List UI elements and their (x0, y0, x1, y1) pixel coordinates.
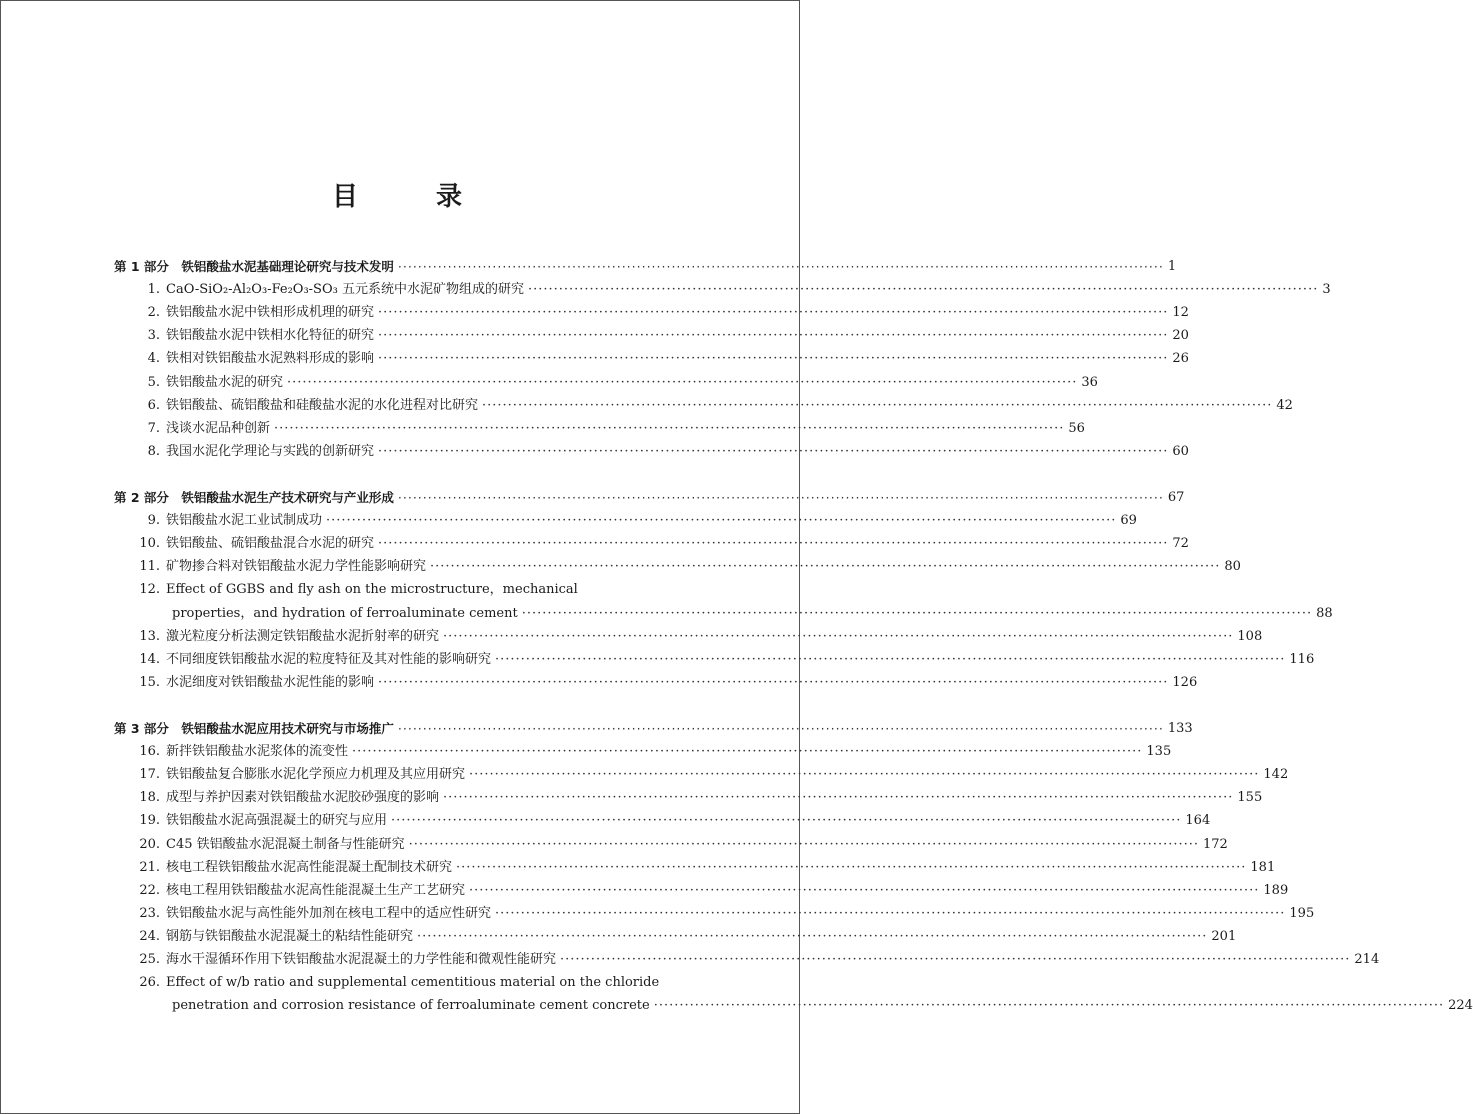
page-number: 142 (1263, 767, 1289, 783)
toc-entry[interactable] (120, 622, 1263, 645)
dot-leader (378, 536, 1168, 552)
toc-entry[interactable] (120, 437, 1189, 460)
part-title: 第 1 部分 铁铝酸盐水泥基础理论研究与技术发明 (114, 259, 394, 274)
page-number: 1 (1167, 259, 1177, 274)
entry-title: 水泥细度对铁铝酸盐水泥性能的影响 (166, 674, 375, 690)
toc-entry[interactable] (120, 575, 704, 598)
page-number: 195 (1289, 905, 1315, 921)
toc-entry[interactable] (120, 945, 1380, 968)
entry-number: 26. (139, 975, 160, 991)
page-number: 189 (1263, 882, 1289, 898)
entry-title: 新拌铁铝酸盐水泥浆体的流变性 (166, 744, 349, 760)
entry-number: 9. (147, 513, 160, 529)
toc-entry[interactable] (120, 668, 1198, 691)
part-title: 第 3 部分 铁铝酸盐水泥应用技术研究与市场推广 (114, 721, 394, 736)
entry-title-continued: properties，and hydration of ferroaluminate cement (172, 605, 518, 621)
entry-title: 激光粒度分析法测定铁铝酸盐水泥折射率的研究 (166, 628, 440, 644)
entry-number: 24. (139, 928, 160, 944)
entry-number: 19. (139, 813, 160, 829)
dot-leader (430, 559, 1220, 575)
entry-number: 13. (139, 628, 160, 644)
entry-title: 浅谈水泥品种创新 (166, 420, 271, 436)
page-number: 181 (1250, 859, 1276, 875)
dot-leader (287, 375, 1077, 391)
toc-entry[interactable] (120, 830, 1228, 853)
entry-number: 11. (139, 559, 160, 575)
entry-number: 14. (139, 651, 160, 667)
page-number: 133 (1167, 721, 1193, 736)
dot-leader (378, 305, 1168, 321)
toc-part-heading[interactable] (114, 252, 1177, 275)
toc-entry[interactable] (120, 783, 1263, 806)
entry-number: 23. (139, 905, 160, 921)
page-number: 67 (1167, 490, 1185, 505)
entry-number: 4. (147, 351, 160, 367)
entry-title: 铁铝酸盐复合膨胀水泥化学预应力机理及其应用研究 (166, 767, 466, 783)
entry-number: 10. (139, 536, 160, 552)
toc-entry[interactable] (120, 368, 1098, 391)
dot-leader (398, 490, 1164, 506)
page-number: 60 (1172, 443, 1189, 459)
entry-title: 不同细度铁铝酸盐水泥的粒度特征及其对性能的影响研究 (166, 651, 492, 667)
dot-leader (495, 906, 1285, 922)
toc-part-heading[interactable] (114, 483, 1185, 506)
toc-entry[interactable] (120, 645, 1315, 668)
toc-entry[interactable] (120, 506, 1137, 529)
dot-leader (560, 952, 1350, 968)
toc-entry-continued[interactable] (172, 991, 1473, 1014)
dot-leader (378, 328, 1168, 344)
page-number: 42 (1276, 397, 1293, 413)
toc-entry[interactable] (120, 968, 704, 991)
page-number: 214 (1354, 952, 1380, 967)
page-number: 116 (1289, 651, 1315, 667)
entry-title: 钢筋与铁铝酸盐水泥混凝土的粘结性能研究 (166, 928, 414, 944)
entry-title: 我国水泥化学理论与实践的创新研究 (166, 443, 375, 459)
entry-title: 铁相对铁铝酸盐水泥熟料形成的影响 (166, 351, 375, 367)
entry-title: 铁铝酸盐、硫铝酸盐和硅酸盐水泥的水化进程对比研究 (166, 397, 479, 413)
dot-leader (352, 744, 1142, 760)
entry-title: 铁铝酸盐水泥中铁相水化特征的研究 (166, 328, 375, 344)
entry-title: 铁铝酸盐水泥与高性能外加剂在核电工程中的适应性研究 (166, 905, 492, 921)
page-number: 224 (1448, 998, 1473, 1014)
entry-number: 18. (139, 790, 160, 806)
page-number: 201 (1211, 928, 1237, 944)
dot-leader (495, 652, 1285, 668)
page-number: 72 (1172, 536, 1189, 552)
toc-entry[interactable] (120, 321, 1189, 344)
toc-entry[interactable] (120, 853, 1276, 876)
entry-title: CaO-SiO₂-Al₂O₃-Fe₂O₃-SO₃ 五元系统中水泥矿物组成的研究 (166, 282, 524, 298)
entry-title: 核电工程用铁铝酸盐水泥高性能混凝土生产工艺研究 (166, 882, 466, 898)
entry-number: 16. (139, 744, 160, 760)
dot-leader (409, 837, 1199, 853)
dot-leader (378, 444, 1168, 460)
page-number: 135 (1146, 744, 1172, 760)
dot-leader (417, 929, 1207, 945)
page-number: 56 (1068, 420, 1085, 436)
entry-title: Effect of w/b ratio and supplemental cementitious material on the chloride (166, 975, 660, 991)
dot-leader (482, 398, 1272, 414)
entry-number: 3. (147, 328, 160, 344)
dot-leader (469, 883, 1259, 899)
entry-number: 7. (147, 420, 160, 436)
entry-number: 5. (147, 374, 160, 390)
toc-entry[interactable] (120, 552, 1241, 575)
entry-number: 20. (139, 836, 160, 852)
page-number: 69 (1120, 513, 1137, 529)
toc-entry-continued[interactable] (172, 599, 1333, 622)
page-number: 20 (1172, 328, 1189, 344)
entry-number: 8. (147, 443, 160, 459)
entry-title: 铁铝酸盐水泥高强混凝土的研究与应用 (166, 813, 388, 829)
entry-title-continued: penetration and corrosion resistance of ferroaluminate cement concrete (172, 998, 650, 1014)
toc-part-heading[interactable] (114, 714, 1193, 737)
entry-number: 21. (139, 859, 160, 875)
page-number: 88 (1316, 605, 1333, 621)
entry-title: 成型与养护因素对铁铝酸盐水泥胶砂强度的影响 (166, 790, 440, 806)
dot-leader (456, 860, 1246, 876)
page-number: 108 (1237, 628, 1263, 644)
dot-leader (469, 767, 1259, 783)
dot-leader (378, 351, 1168, 367)
page-number: 155 (1237, 790, 1263, 806)
entry-title: 铁铝酸盐水泥工业试制成功 (166, 513, 323, 529)
dot-leader (326, 513, 1116, 529)
toc-entry[interactable] (120, 876, 1289, 899)
entry-number: 22. (139, 882, 160, 898)
toc-entry[interactable] (120, 298, 1189, 321)
entry-number: 12. (139, 582, 160, 598)
entry-title: 铁铝酸盐水泥的研究 (166, 374, 284, 390)
entry-title: C45 铁铝酸盐水泥混凝土制备与性能研究 (166, 836, 405, 852)
entry-number: 17. (139, 767, 160, 783)
dot-leader (398, 721, 1164, 737)
entry-title: 矿物掺合料对铁铝酸盐水泥力学性能影响研究 (166, 559, 427, 575)
toc-entry[interactable] (120, 899, 1315, 922)
toc-entry[interactable] (120, 344, 1189, 367)
dot-leader (528, 282, 1318, 298)
entry-number: 15. (139, 674, 160, 690)
dot-leader (391, 813, 1181, 829)
entry-title: 铁铝酸盐、硫铝酸盐混合水泥的研究 (166, 536, 375, 552)
toc-entry[interactable] (120, 391, 1293, 414)
dot-leader (443, 790, 1233, 806)
dot-leader (378, 675, 1168, 691)
entry-number: 2. (147, 305, 160, 321)
page-number: 80 (1224, 559, 1241, 575)
dot-leader (398, 259, 1164, 275)
page-title: 目 录 (331, 182, 488, 212)
entry-title: 海水干湿循环作用下铁铝酸盐水泥混凝土的力学性能和微观性能研究 (166, 952, 557, 967)
toc-entry[interactable] (120, 275, 1331, 298)
page-number: 26 (1172, 351, 1189, 367)
dot-leader (274, 421, 1064, 437)
part-title: 第 2 部分 铁铝酸盐水泥生产技术研究与产业形成 (114, 490, 394, 505)
toc-entry[interactable] (120, 922, 1237, 945)
page-number: 12 (1172, 305, 1189, 321)
page-number: 164 (1185, 813, 1211, 829)
entry-number: 1. (147, 282, 160, 298)
toc-entry[interactable] (120, 529, 1189, 552)
entry-title: 核电工程铁铝酸盐水泥高性能混凝土配制技术研究 (166, 859, 453, 875)
page-number: 172 (1203, 836, 1228, 852)
entry-number: 6. (147, 397, 160, 413)
toc-entry[interactable] (120, 760, 1289, 783)
dot-leader (654, 998, 1444, 1014)
dot-leader (443, 629, 1233, 645)
toc-entry[interactable] (120, 414, 1085, 437)
toc-entry[interactable] (120, 806, 1211, 829)
entry-number: 25. (139, 952, 160, 967)
dot-leader (522, 606, 1312, 622)
toc-entry[interactable] (120, 737, 1172, 760)
entry-title: 铁铝酸盐水泥中铁相形成机理的研究 (166, 305, 375, 321)
page-number: 36 (1081, 374, 1098, 390)
page-number: 3 (1322, 282, 1331, 298)
entry-title: Effect of GGBS and fly ash on the microstructure，mechanical (166, 582, 578, 598)
page-number: 126 (1172, 674, 1198, 690)
